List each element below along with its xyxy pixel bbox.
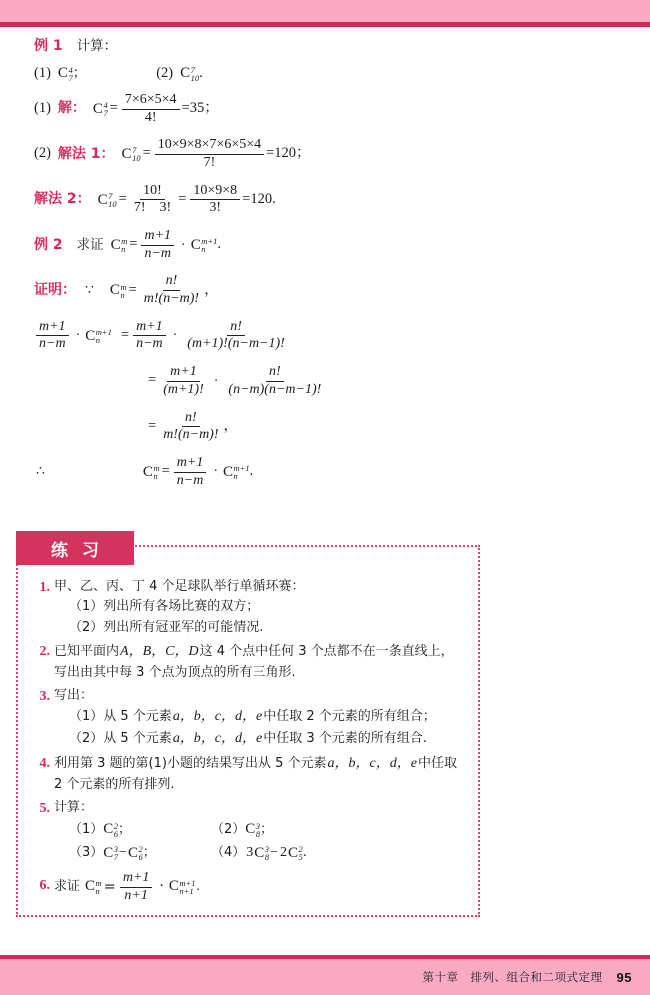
question-5-item-4: [211, 842, 353, 865]
fraction: [184, 320, 288, 352]
example-1-solution-1: (1) 解： C 4 7 = $\frac{7\times 6\times 5\times 4}{4!}$ =35；: [34, 91, 219, 125]
therefore-icon: ∴: [36, 464, 45, 480]
comb-superscript: m+1: [233, 463, 250, 474]
practice-questions: [18, 547, 478, 903]
comb-subscript: n: [201, 244, 206, 255]
question-2-text-b: 这 4 个点中任何 3 个点都不在一条直线上，: [199, 643, 454, 659]
footer-chapter-title: 第十章 排列、组合和二项式定理: [422, 970, 603, 984]
equals-sign: =: [148, 372, 157, 389]
fraction-denominator: (n−m)(n−m−1)!: [228, 381, 322, 397]
item-1-punct: ；: [118, 821, 132, 837]
question-3-sub1-text-b: 中任取 2 个元素的所有组合；: [263, 708, 436, 724]
fraction: [190, 184, 240, 216]
fraction: [225, 365, 324, 397]
combination-symbol: [122, 146, 141, 163]
conclusion-punct: .: [249, 463, 254, 480]
comb-superscript: 7: [190, 64, 195, 75]
comb-superscript: m: [153, 463, 160, 474]
comb-base: C: [168, 878, 179, 895]
solution-2a-label: 解法 1：: [57, 145, 115, 162]
comb-superscript: m: [120, 281, 127, 292]
fraction-numerator: n!: [182, 411, 200, 428]
practice-question-3: [30, 686, 466, 750]
comb-subscript: n+1: [179, 886, 194, 897]
question-5-item-1: [69, 818, 211, 841]
fraction-numerator: 10!: [140, 184, 165, 201]
combination-symbol: [169, 875, 196, 898]
item-1-marker: （1）: [69, 821, 104, 837]
comb-subscript: 10: [190, 72, 200, 83]
combination-symbol: [98, 192, 117, 209]
fraction: [36, 320, 69, 352]
comb-subscript: 6: [138, 852, 143, 863]
comb-base: C: [92, 100, 103, 117]
question-6-title: 求证: [54, 879, 81, 894]
comb-superscript: 4: [103, 100, 108, 111]
practice-box: [16, 540, 480, 917]
question-4-variables: a，b，c，d，e: [327, 755, 417, 771]
combination-symbol: [143, 464, 160, 481]
question-3-sub1-variables: a，b，c，d，e: [172, 709, 263, 725]
fraction: [131, 184, 174, 216]
comb-base: C: [103, 821, 114, 838]
fraction: [141, 274, 202, 306]
question-number: 6.: [39, 877, 50, 893]
question-1-sub-2: （2）列出所有冠亚军的可能情况.: [69, 619, 264, 635]
question-5-row-1: [54, 818, 466, 841]
combination-symbol: [110, 282, 127, 299]
combination-symbol: [245, 818, 260, 841]
question-5-stem: 计算：: [54, 799, 94, 815]
question-2-text-a: 已知平面内: [54, 643, 120, 659]
header-decorative-band: [0, 0, 650, 22]
question-4-text-b: 中任取: [417, 755, 457, 771]
combination-symbol: [103, 842, 118, 865]
fraction-numerator: m+1: [133, 320, 166, 337]
page-content: [0, 27, 650, 501]
solution-1-result: =35；: [181, 100, 219, 117]
comb-superscript: 3: [113, 844, 119, 855]
fraction-numerator: m+1: [174, 456, 207, 473]
comb-subscript: n: [153, 471, 158, 482]
example-2-heading: 例 2 求证 C m n = $\frac{m+1}{n-m}$ · C m+1 n .: [34, 228, 221, 261]
combination-symbol: [128, 842, 143, 865]
fraction-numerator: m+1: [36, 320, 69, 337]
comb-subscript: 7: [113, 852, 119, 863]
comb-superscript: 7: [132, 145, 137, 156]
page-footer: [423, 964, 632, 990]
example-1-title: 计算：: [76, 38, 118, 55]
proof-step-1: 证明： ∵ C m n = $\frac{n!}{m!(n-m)!}$ ，: [34, 273, 219, 307]
equals-sign: =: [148, 417, 157, 434]
comb-subscript: 5: [298, 852, 303, 863]
fraction-denominator: n+1: [124, 887, 148, 903]
because-icon: ∵: [85, 282, 94, 298]
practice-question-6: [30, 871, 466, 903]
solution-2b-result: =120.: [242, 190, 276, 207]
question-6-statement: 求证 C m n = $\frac{m+1}{n+1}$ · C m+1 n+1 .: [54, 869, 200, 903]
solution-2a-result: =120；: [266, 145, 311, 162]
fraction: [141, 229, 174, 261]
combination-symbol: [103, 818, 118, 841]
practice-question-2: [30, 641, 466, 683]
fraction-numerator: m+1: [141, 229, 174, 246]
question-1-stem: 甲、乙、丙、丁 4 个足球队举行单循环赛：: [54, 579, 305, 594]
fraction-numerator: 7×6×5×4: [122, 93, 180, 110]
comb-superscript: m: [121, 236, 128, 247]
proof-step-1-punct: ，: [204, 281, 219, 298]
fraction-numerator: 10×9×8×7×6×5×4: [155, 138, 264, 155]
practice-tab-label: 练习: [16, 531, 134, 565]
comb-base: C: [190, 236, 201, 253]
comb-subscript: 7: [103, 108, 108, 119]
question-3-sub-2: [54, 728, 466, 750]
fraction-numerator: 10×9×8: [190, 184, 240, 201]
question-4-line-1: [54, 753, 466, 775]
comb-subscript: n: [121, 244, 126, 255]
combination-symbol: [111, 237, 128, 254]
combination-symbol: [93, 101, 108, 118]
combination-symbol: [85, 875, 102, 898]
fraction-denominator: 3!: [209, 200, 222, 216]
fraction: [120, 871, 153, 903]
comb-base: C: [57, 65, 68, 82]
comb-base: C: [287, 844, 298, 861]
fraction: [155, 138, 264, 170]
question-number: 1.: [39, 580, 50, 595]
question-1-sub-1: （1）列出所有各场比赛的双方；: [69, 599, 260, 615]
fraction-denominator: m!(n−m)!: [143, 291, 200, 307]
fraction: [174, 456, 207, 488]
fraction-numerator: n!: [227, 320, 245, 337]
fraction: [122, 93, 180, 125]
comb-base: C: [110, 236, 121, 253]
comb-base: C: [85, 878, 96, 895]
example-1-item2-marker: (2): [156, 64, 174, 81]
comb-base: C: [223, 463, 234, 480]
question-2-line-2: 写出由其中每 3 个点为顶点的所有三角形.: [54, 664, 296, 680]
equals-sign: =: [120, 326, 130, 343]
comb-subscript: n: [95, 334, 100, 345]
item-4-punct: .: [302, 845, 307, 861]
comb-subscript: 6: [113, 828, 119, 839]
question-5-item-2: [211, 818, 353, 841]
comb-subscript: 10: [132, 153, 141, 164]
comb-superscript: 3: [264, 844, 270, 855]
practice-question-5: [30, 798, 466, 865]
question-5-row-2: [54, 842, 466, 865]
comb-superscript: m+1: [179, 878, 196, 889]
question-2-line-1: [54, 641, 466, 663]
solution-1-label: 解：: [57, 100, 86, 117]
example-1-label: 例 1: [34, 38, 63, 54]
fraction-numerator: m+1: [167, 365, 200, 382]
comb-subscript: 10: [108, 198, 117, 209]
fraction-denominator: (m+1)!: [163, 381, 204, 397]
fraction-denominator: n−m: [39, 336, 66, 352]
comb-superscript: 2: [113, 820, 119, 831]
question-6-punct: .: [196, 879, 200, 895]
comb-subscript: n: [233, 471, 238, 482]
combination-symbol: [254, 842, 269, 865]
example-2-label: 例 2: [34, 236, 63, 253]
question-3-sub-1: [54, 706, 466, 728]
question-3-sub2-variables: a，b，c，d，e: [172, 730, 263, 746]
solution-2a-marker: (2): [34, 145, 51, 162]
combination-symbol: [58, 65, 73, 82]
comb-superscript: m+1: [95, 326, 112, 337]
comb-superscript: 2: [298, 844, 303, 855]
question-4-text-a: 利用第 3 题的第(1)小题的结果写出从 5 个元素: [54, 755, 327, 771]
question-3-sub2-text-b: 中任取 3 个元素的所有组合.: [263, 730, 427, 746]
comb-base: C: [142, 463, 153, 480]
page-number: 95: [616, 969, 632, 985]
fraction: [133, 320, 166, 352]
multiplication-dot: ·: [172, 328, 178, 344]
item-2-marker: （2）: [211, 821, 246, 837]
item-4-operator: −: [270, 845, 278, 861]
fraction-denominator: 7!: [203, 154, 216, 170]
combination-symbol: [191, 237, 218, 254]
example-1-item2-punct: .: [199, 64, 203, 81]
proof-conclusion: ∴ C m n = $\frac{m+1}{n-m}$ · C m+1 n .: [36, 454, 254, 488]
question-number: 5.: [39, 800, 50, 816]
item-4-marker: （4）: [211, 845, 246, 861]
question-5-item-3: [69, 842, 211, 865]
multiplication-dot: ·: [213, 373, 219, 389]
multiplication-dot: ·: [181, 237, 186, 253]
comb-base: C: [180, 65, 191, 82]
example-1-heading: [34, 39, 620, 54]
combination-symbol: [180, 65, 199, 82]
proof-label: 证明：: [34, 281, 76, 298]
example-2-title: 求证: [76, 236, 104, 253]
item-3-punct: ；: [142, 845, 156, 861]
question-number: 4.: [39, 755, 50, 771]
comb-base: C: [127, 844, 138, 861]
example-1-item1-marker: (1): [34, 64, 51, 81]
fraction-denominator: m!(n−m)!: [163, 427, 219, 443]
comb-subscript: 7: [68, 72, 73, 83]
example-1-solution-2b: 解法 2： C 7 10 = $\frac{10!}{7! 3!}$ = $\frac{10\times 9\times 8}{3!}$ =120.: [34, 182, 276, 216]
example-2-punct: .: [217, 236, 221, 253]
comb-base: C: [254, 844, 265, 861]
item-4-coefficient-2: 2: [279, 845, 287, 861]
question-2-variables: A，B，C，D: [120, 643, 199, 659]
solution-1-marker: (1): [34, 100, 51, 117]
question-3-stem: 写出：: [54, 687, 94, 703]
solution-2b-label: 解法 2：: [34, 191, 91, 208]
question-4-line-2: 2 个元素的所有排列.: [54, 776, 175, 792]
comb-base: C: [109, 282, 120, 299]
item-3-operator: −: [119, 845, 127, 861]
comb-superscript: m: [95, 878, 102, 889]
item-2-punct: ；: [260, 821, 274, 837]
comb-superscript: m+1: [201, 236, 218, 247]
comb-superscript: 2: [138, 844, 143, 855]
comb-subscript: n: [95, 886, 100, 897]
fraction-denominator: 4!: [144, 109, 157, 125]
comb-superscript: 4: [68, 64, 73, 75]
example-1-item1-punct: ；: [72, 65, 87, 82]
fraction-denominator: 7! 3!: [133, 200, 172, 216]
combination-symbol: [288, 842, 303, 865]
fraction-numerator: m+1: [120, 871, 153, 888]
multiplication-dot: ·: [75, 328, 81, 344]
comb-base: C: [245, 821, 256, 838]
multiplication-dot: ·: [159, 878, 164, 895]
item-3-marker: （3）: [69, 845, 104, 861]
fraction: [160, 411, 221, 443]
combination-symbol: [85, 328, 112, 345]
proof-step-4: [34, 411, 620, 443]
comb-base: C: [103, 844, 114, 861]
comb-superscript: 7: [108, 190, 113, 201]
question-number: 2.: [39, 643, 50, 659]
example-1-block: [0, 27, 650, 488]
comb-base: C: [97, 191, 108, 208]
proof-step-4-punct: ，: [223, 417, 239, 434]
fraction-denominator: n−m: [176, 472, 204, 488]
fraction-numerator: n!: [266, 365, 284, 382]
multiplication-dot: ·: [213, 464, 218, 480]
proof-step-3: [34, 365, 620, 397]
fraction-denominator: (m+1)!(n−m−1)!: [187, 336, 285, 352]
question-3-sub1-text-a: （1）从 5 个元素: [69, 708, 172, 724]
example-1-items: [34, 65, 620, 82]
comb-subscript: 8: [264, 852, 270, 863]
fraction-denominator: n−m: [136, 336, 163, 352]
comb-superscript: 3: [255, 820, 261, 831]
question-3-sub2-text-a: （2）从 5 个元素: [69, 730, 172, 746]
combination-symbol: [223, 464, 250, 481]
example-1-solution-2a: (2) 解法 1： C 7 10 = $\frac{10\times 9\times 8\times 7\times 6\times 5\times 4}{7!}$ =120；: [34, 137, 311, 170]
comb-subscript: 8: [255, 828, 261, 839]
practice-question-4: [30, 753, 466, 795]
question-number: 3.: [39, 688, 50, 704]
comb-subscript: n: [120, 289, 125, 300]
item-4-coefficient-1: 3: [246, 845, 254, 861]
comb-base: C: [85, 327, 96, 344]
fraction-denominator: n−m: [144, 245, 172, 261]
proof-step-2: [34, 320, 620, 352]
practice-question-1: [30, 577, 466, 638]
fraction-numerator: n!: [163, 274, 181, 291]
fraction: [160, 365, 207, 397]
comb-base: C: [121, 146, 132, 163]
